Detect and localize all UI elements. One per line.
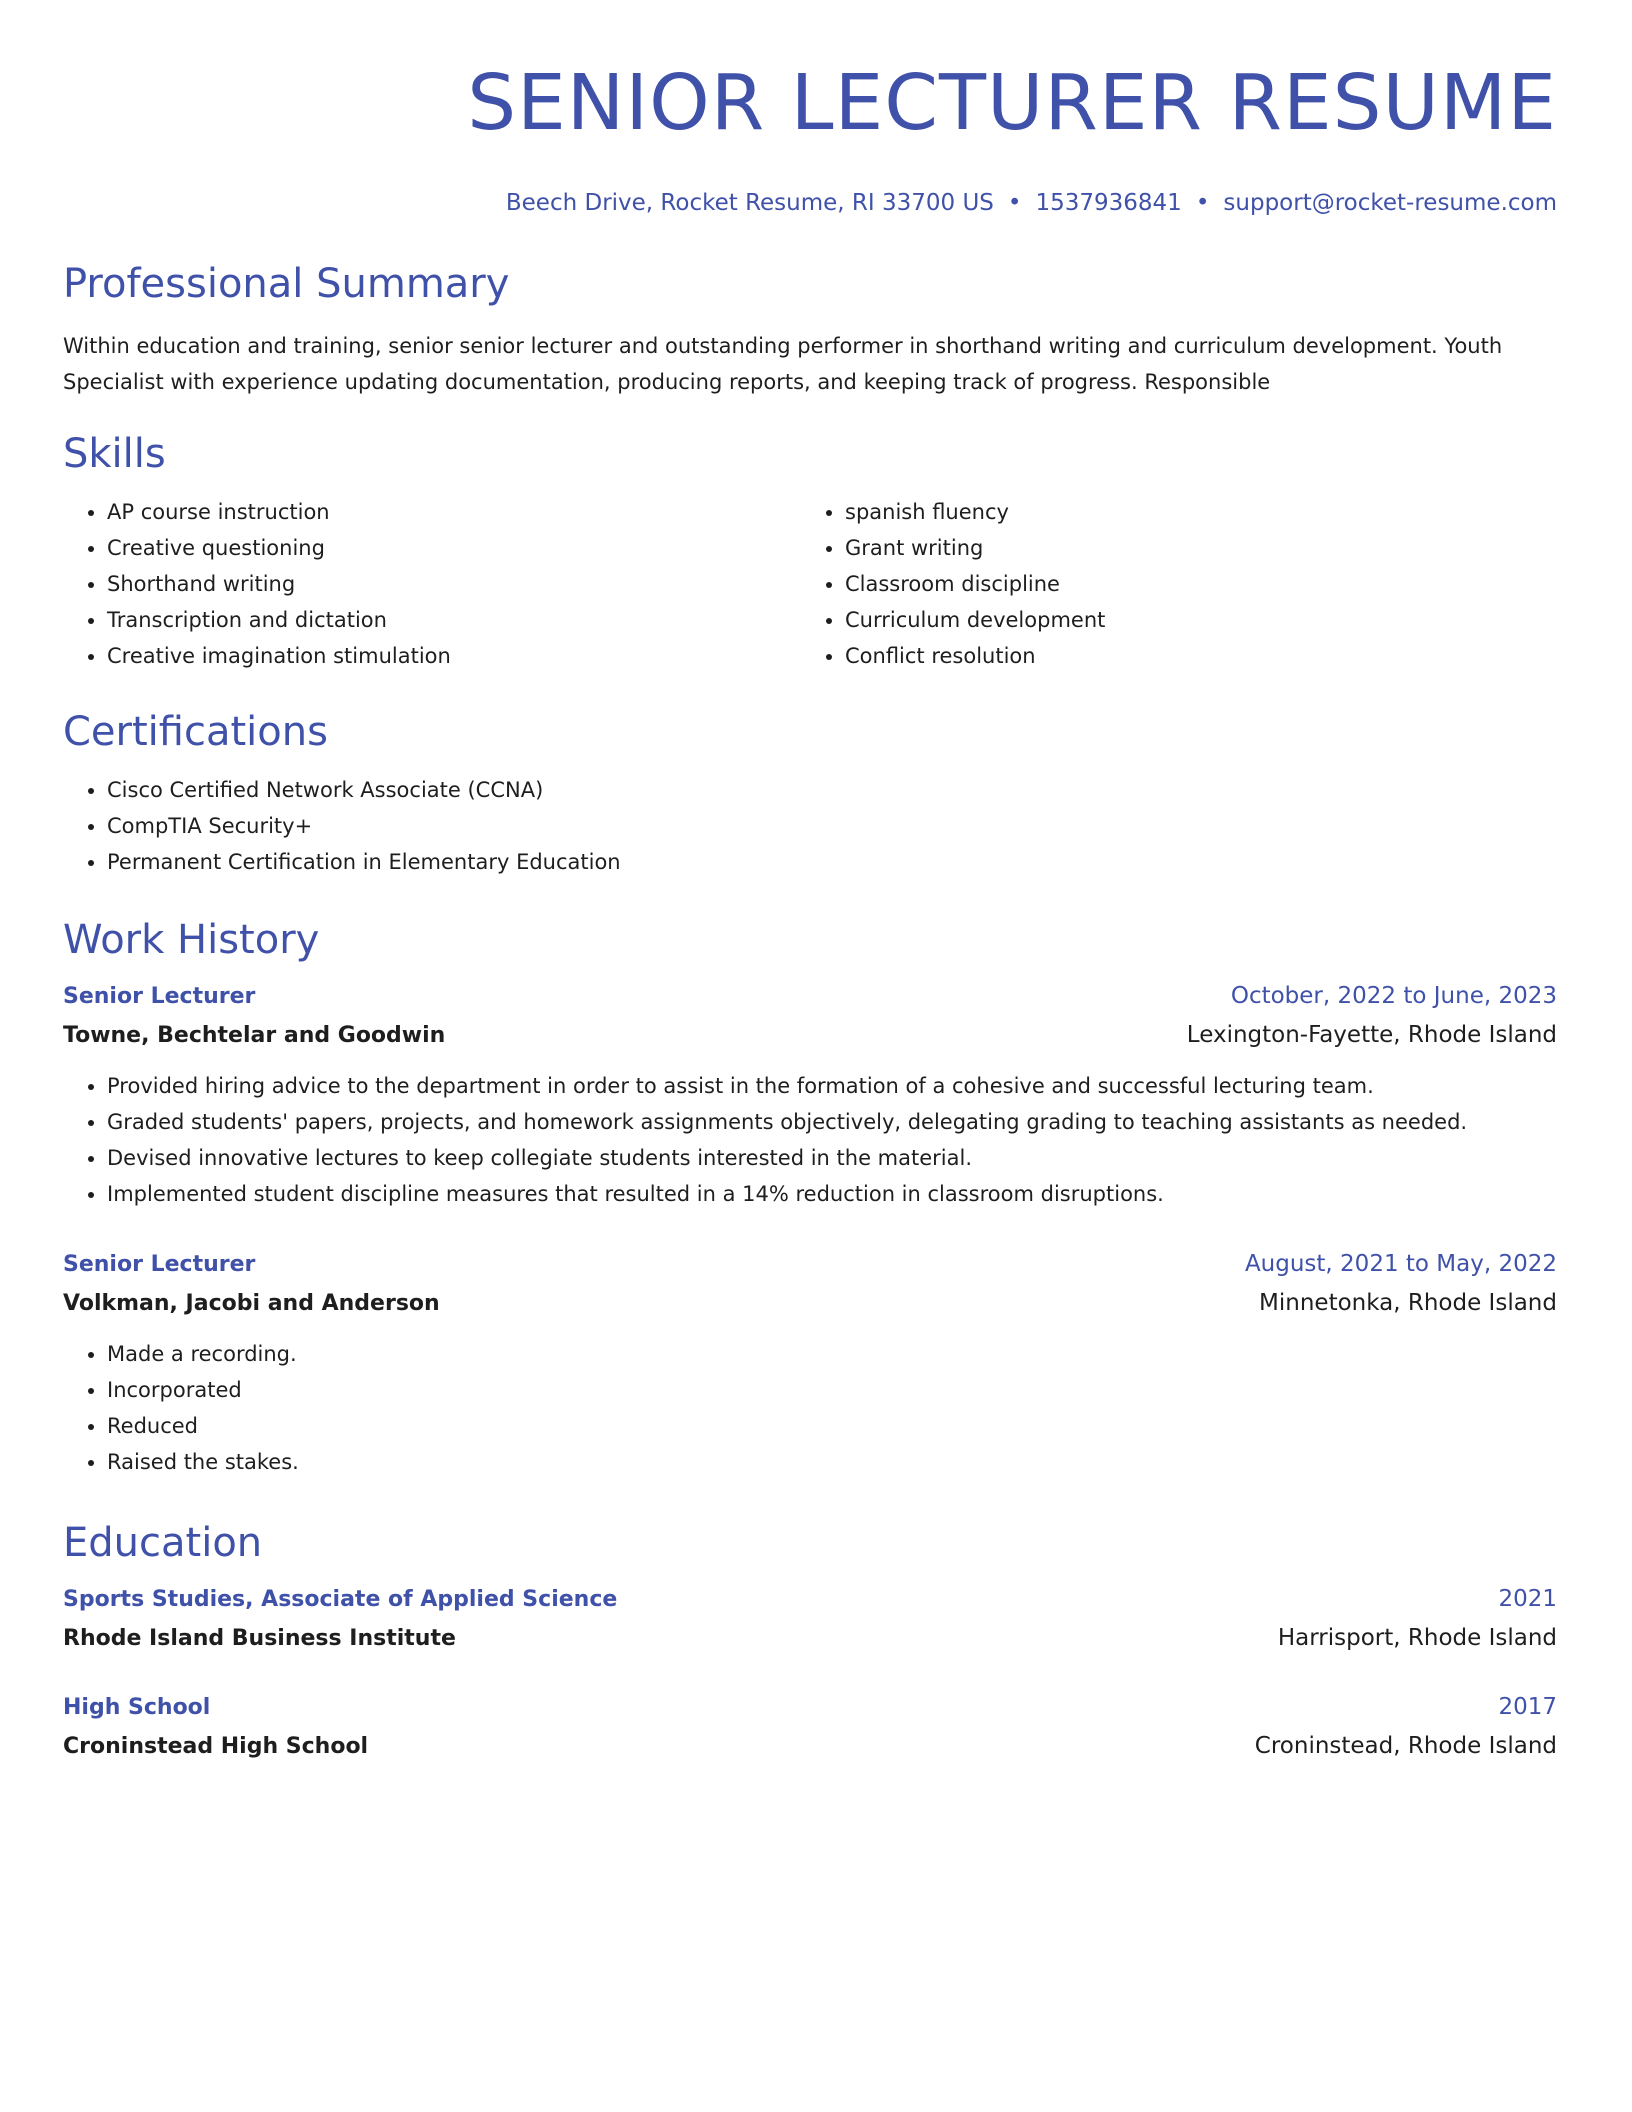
job-title: Senior Lecturer xyxy=(63,984,256,1009)
education-degree: Sports Studies, Associate of Applied Science xyxy=(63,1587,618,1612)
education-location: Croninstead, Rhode Island xyxy=(1254,1733,1557,1759)
work-history-section xyxy=(63,914,1557,1480)
skills-list-right xyxy=(801,494,1539,674)
skill-item: • Shorthand writing xyxy=(107,566,801,602)
job-title: Senior Lecturer xyxy=(63,1252,256,1277)
contact-phone[interactable]: 1537936841 xyxy=(1035,190,1182,216)
contact-address: Beech Drive, Rocket Resume, RI 33700 US xyxy=(505,190,994,216)
contact-separator: • xyxy=(1007,190,1022,216)
education-heading: Education xyxy=(63,1520,263,1566)
skill-item: • Conflict resolution xyxy=(845,638,1539,674)
job-duty-item: • Incorporated xyxy=(107,1372,1557,1408)
resume-header xyxy=(63,0,1557,218)
job-entry xyxy=(63,1246,1557,1480)
education-location: Harrisport, Rhode Island xyxy=(1277,1625,1557,1651)
skill-item: • Creative imagination stimulation xyxy=(107,638,801,674)
education-school: Rhode Island Business Institute xyxy=(63,1626,456,1651)
skill-item: • Curriculum development xyxy=(845,602,1539,638)
job-duty-item: • Raised the stakes. xyxy=(107,1444,1557,1480)
education-entry xyxy=(63,1689,1557,1767)
education-header-row xyxy=(63,1581,1557,1618)
certification-item: • Permanent Certification in Elementary Education xyxy=(107,844,1557,880)
job-location: Lexington-Fayette, Rhode Island xyxy=(1186,1022,1557,1048)
certifications-list xyxy=(63,772,1557,880)
skill-item: • Creative questioning xyxy=(107,530,801,566)
job-duty-item: • Devised innovative lectures to keep collegiate students interested in the material. xyxy=(107,1140,1557,1176)
skills-column-right xyxy=(801,480,1539,674)
job-duty-item: • Made a recording. xyxy=(107,1336,1557,1372)
skills-heading: Skills xyxy=(63,431,166,477)
education-school: Croninstead High School xyxy=(63,1734,369,1759)
contact-separator: • xyxy=(1195,190,1210,216)
job-duty-item: • Implemented student discipline measures that resulted in a 14% reduction in classroom disruptions. xyxy=(107,1176,1557,1212)
skill-item: • spanish fluency xyxy=(845,494,1539,530)
job-company: Towne, Bechtelar and Goodwin xyxy=(63,1023,446,1048)
skills-section xyxy=(63,428,1557,674)
certifications-section xyxy=(63,706,1557,880)
work-history-heading: Work History xyxy=(63,917,320,963)
job-header-row xyxy=(63,1246,1557,1283)
resume-title: SENIOR LECTURER RESUME xyxy=(467,59,1557,148)
job-duty-item: • Reduced xyxy=(107,1408,1557,1444)
education-school-row xyxy=(63,1726,1557,1767)
summary-heading: Professional Summary xyxy=(63,261,510,307)
job-header-row xyxy=(63,978,1557,1015)
education-degree: High School xyxy=(63,1695,211,1720)
education-header-row xyxy=(63,1689,1557,1726)
job-company: Volkman, Jacobi and Anderson xyxy=(63,1291,440,1316)
job-entry xyxy=(63,978,1557,1212)
job-duty-item: • Graded students' papers, projects, and homework assignments objectively, delegating grading to teaching assistants as needed. xyxy=(107,1104,1557,1140)
education-year: 2017 xyxy=(1498,1694,1557,1720)
job-dates: October, 2022 to June, 2023 xyxy=(1230,983,1557,1009)
skills-column-left xyxy=(63,480,801,674)
job-duties-list xyxy=(63,1068,1557,1212)
education-school-row xyxy=(63,1618,1557,1659)
contact-email[interactable]: support@rocket-resume.com xyxy=(1223,190,1557,216)
certification-item: • Cisco Certified Network Associate (CCNA) xyxy=(107,772,1557,808)
job-duty-item: • Provided hiring advice to the department in order to assist in the formation of a cohesive and successful lecturing team. xyxy=(107,1068,1557,1104)
resume-page xyxy=(63,0,1557,1759)
education-year: 2021 xyxy=(1498,1586,1557,1612)
skills-list-left xyxy=(63,494,801,674)
skill-item: • AP course instruction xyxy=(107,494,801,530)
job-duties-list xyxy=(63,1336,1557,1480)
skill-item: • Transcription and dictation xyxy=(107,602,801,638)
job-location: Minnetonka, Rhode Island xyxy=(1259,1290,1557,1316)
education-section xyxy=(63,1517,1557,1767)
certifications-heading: Certifications xyxy=(63,709,328,755)
skill-item: • Grant writing xyxy=(845,530,1539,566)
skills-columns xyxy=(63,480,1557,674)
summary-text: Within education and training, senior senior lecturer and outstanding performer in shorthand writing and curriculum development. Youth Specialist with experience updating documentation, producing reports, and keeping track of progress. Responsible xyxy=(63,334,1503,394)
job-dates: August, 2021 to May, 2022 xyxy=(1244,1251,1557,1277)
job-company-row xyxy=(63,1283,1557,1324)
job-company-row xyxy=(63,1015,1557,1056)
contact-line xyxy=(63,188,1557,218)
certification-item: • CompTIA Security+ xyxy=(107,808,1557,844)
education-entry xyxy=(63,1581,1557,1659)
skill-item: • Classroom discipline xyxy=(845,566,1539,602)
summary-section xyxy=(63,258,1557,400)
